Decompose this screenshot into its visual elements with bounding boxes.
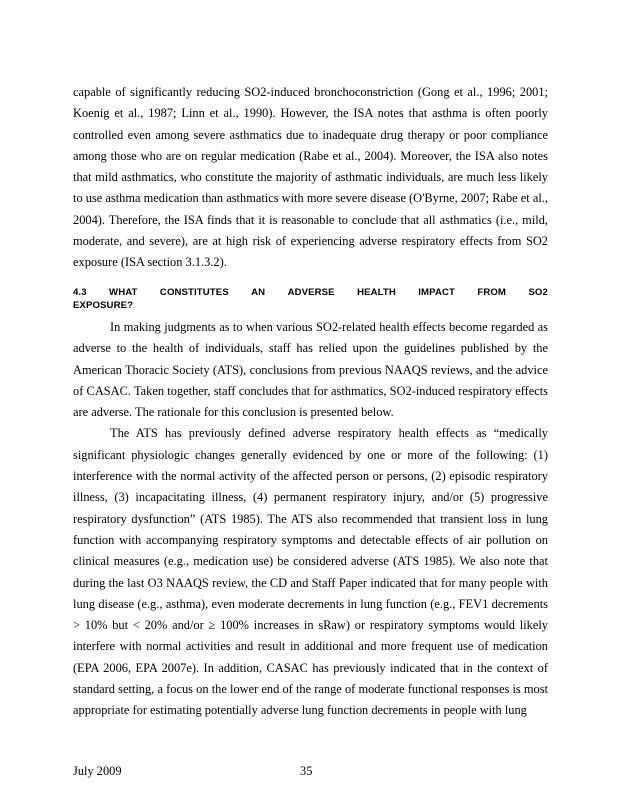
heading-word: SO2 xyxy=(528,287,548,298)
body-paragraph: In making judgments as to when various SO2-related health effects become regarded as adverse to the health of individuals, staff has relied upon the guidelines published by the American Thoracic Society (ATS), conclusions from previous NAAQS reviews, and the advice of CASAC. Taken together, staff concludes that for asthmatics, SO2-induced respiratory effects are adverse. The rationale for this conclusion is presented below. xyxy=(73,320,548,420)
heading-word: FROM xyxy=(477,287,507,298)
section-heading-line2: EXPOSURE? xyxy=(73,300,134,311)
heading-word: CONSTITUTES xyxy=(159,287,229,298)
heading-word: ADVERSE xyxy=(287,287,335,298)
section-heading-line1 xyxy=(73,286,548,299)
section-body xyxy=(73,317,548,722)
footer-page-number: 35 xyxy=(300,764,313,778)
heading-word: HEALTH xyxy=(357,287,396,298)
body-paragraph-continued: capable of significantly reducing SO2-induced bronchoconstriction (Gong et al., 1996; 2001; Koenig et al., 1987; Linn et al., 1990). However, the ISA notes that asthma is often poorly controlled even among severe asthmatics due to inadequate drug therapy or poor compliance among those who are on regular medication (Rabe et al., 2004). Moreover, the ISA also notes that mild asthmatics, who constitute the majority of asthmatic individuals, are much less likely to use asthma medication than asthmatics with more severe disease (O'Byrne, 2007; Rabe et al., 2004). Therefore, the ISA finds that it is reasonable to conclude that all asthmatics (i.e., mild, moderate, and severe), are at high risk of experiencing adverse respiratory effects from SO2 exposure (ISA section 3.1.3.2). xyxy=(73,85,548,270)
heading-word: WHAT xyxy=(109,287,138,298)
heading-word: IMPACT xyxy=(418,287,455,298)
footer-date: July 2009 xyxy=(73,764,122,778)
heading-word: AN xyxy=(251,287,266,298)
section-heading xyxy=(73,286,548,312)
section-number: 4.3 xyxy=(73,287,87,298)
body-paragraph: The ATS has previously defined adverse respiratory health effects as “medically significant physiologic changes generally evidenced by one or more of the following: (1) interference with the normal activity of the affected person or persons, (2) episodic respiratory illness, (3) incapacitating illness, (4) permanent respiratory injury, and/or (5) progressive respiratory dysfunction” (ATS 1985). The ATS also recommended that transient loss in lung function with accompanying respiratory symptoms and detectable effects of air pollution on clinical measures (e.g., medication use) be considered adverse (ATS 1985). We also note that during the last O3 NAAQS review, the CD and Staff Paper indicated that for many people with lung disease (e.g., asthma), even moderate decrements in lung function (e.g., FEV1 decrements > 10% but < 20% and/or ≥ 100% increases in sRaw) or respiratory symptoms would likely interfere with normal activities and result in additional and more frequent use of medication (EPA 2006, EPA 2007e). In addition, CASAC has previously indicated that in the context of standard setting, a focus on the lower end of the range of moderate functional responses is most appropriate for estimating potentially adverse lung function decrements in people with lung xyxy=(73,426,548,718)
